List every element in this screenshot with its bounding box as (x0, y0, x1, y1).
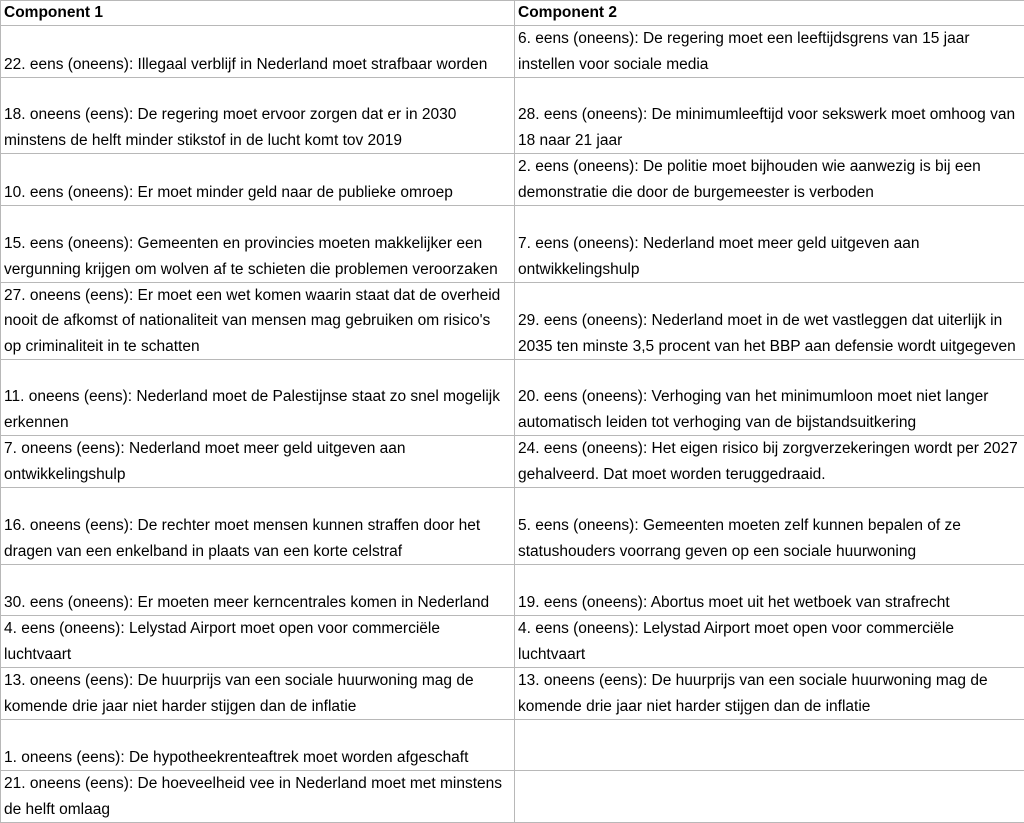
table-row (1, 78, 1024, 154)
header-component-1: Component 1 (1, 1, 515, 26)
cell-component-2 (515, 771, 1024, 823)
cell-component-2: 20. eens (oneens): Verhoging van het minimumloon moet niet langer automatisch leiden tot verhoging van de bijstandsuitkering (515, 360, 1024, 436)
table-row (1, 436, 1024, 488)
cell-component-1: 21. oneens (eens): De hoeveelheid vee in Nederland moet met minstens de helft omlaag (1, 771, 515, 823)
table-row (1, 26, 1024, 78)
cell-component-1: 15. eens (oneens): Gemeenten en provincies moeten makkelijker een vergunning krijgen om wolven af te schieten die problemen veroorzaken (1, 206, 515, 283)
cell-component-2: 5. eens (oneens): Gemeenten moeten zelf kunnen bepalen of ze statushouders voorrang geven op een sociale huurwoning (515, 488, 1024, 565)
table-row (1, 771, 1024, 823)
table-row (1, 720, 1024, 771)
cell-component-1: 13. oneens (eens): De huurprijs van een sociale huurwoning mag de komende drie jaar niet harder stijgen dan de inflatie (1, 668, 515, 720)
cell-component-2: 13. oneens (eens): De huurprijs van een sociale huurwoning mag de komende drie jaar niet harder stijgen dan de inflatie (515, 668, 1024, 720)
table-row (1, 360, 1024, 436)
cell-component-1: 30. eens (oneens): Er moeten meer kerncentrales komen in Nederland (1, 565, 515, 616)
cell-component-2: 6. eens (oneens): De regering moet een leeftijdsgrens van 15 jaar instellen voor sociale media (515, 26, 1024, 78)
cell-component-2: 19. eens (oneens): Abortus moet uit het wetboek van strafrecht (515, 565, 1024, 616)
cell-component-1: 1. oneens (eens): De hypotheekrenteaftrek moet worden afgeschaft (1, 720, 515, 771)
cell-component-2: 24. eens (oneens): Het eigen risico bij zorgverzekeringen wordt per 2027 gehalveerd. Dat moet worden teruggedraaid. (515, 436, 1024, 488)
table-row (1, 206, 1024, 283)
cell-component-2: 2. eens (oneens): De politie moet bijhouden wie aanwezig is bij een demonstratie die door de burgemeester is verboden (515, 154, 1024, 206)
cell-component-1: 7. oneens (eens): Nederland moet meer geld uitgeven aan ontwikkelingshulp (1, 436, 515, 488)
cell-component-1: 16. oneens (eens): De rechter moet mensen kunnen straffen door het dragen van een enkelband in plaats van een korte celstraf (1, 488, 515, 565)
cell-component-2: 29. eens (oneens): Nederland moet in de wet vastleggen dat uiterlijk in 2035 ten minste 3,5 procent van het BBP aan defensie wordt uitgegeven (515, 283, 1024, 360)
cell-component-1: 22. eens (oneens): Illegaal verblijf in Nederland moet strafbaar worden (1, 26, 515, 78)
cell-component-2: 7. eens (oneens): Nederland moet meer geld uitgeven aan ontwikkelingshulp (515, 206, 1024, 283)
table-row (1, 283, 1024, 360)
cell-component-1: 4. eens (oneens): Lelystad Airport moet open voor commerciële luchtvaart (1, 616, 515, 668)
cell-component-2: 4. eens (oneens): Lelystad Airport moet open voor commerciële luchtvaart (515, 616, 1024, 668)
table-row (1, 616, 1024, 668)
cell-component-1: 11. oneens (eens): Nederland moet de Palestijnse staat zo snel mogelijk erkennen (1, 360, 515, 436)
header-component-2: Component 2 (515, 1, 1024, 26)
cell-component-2 (515, 720, 1024, 771)
header-row (1, 1, 1024, 26)
cell-component-2: 28. eens (oneens): De minimumleeftijd voor sekswerk moet omhoog van 18 naar 21 jaar (515, 78, 1024, 154)
cell-component-1: 10. eens (oneens): Er moet minder geld naar de publieke omroep (1, 154, 515, 206)
cell-component-1: 18. oneens (eens): De regering moet ervoor zorgen dat er in 2030 minstens de helft minder stikstof in de lucht komt tov 2019 (1, 78, 515, 154)
cell-component-1: 27. oneens (eens): Er moet een wet komen waarin staat dat de overheid nooit de afkomst of nationaliteit van mensen mag gebruiken om risico's op criminaliteit in te schatten (1, 283, 515, 360)
table-row (1, 488, 1024, 565)
table-row (1, 565, 1024, 616)
table-row (1, 668, 1024, 720)
table-row (1, 154, 1024, 206)
